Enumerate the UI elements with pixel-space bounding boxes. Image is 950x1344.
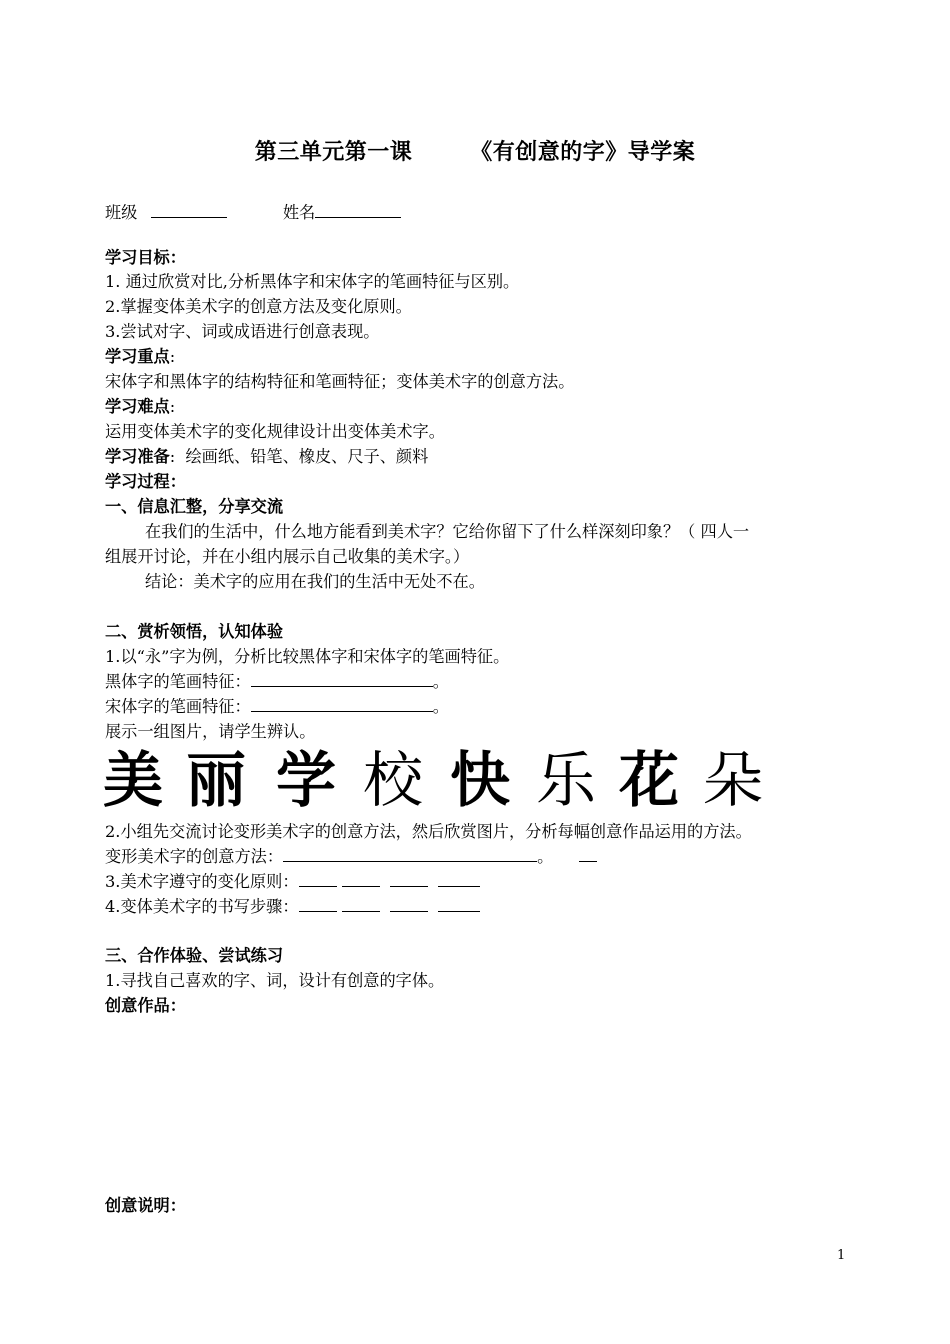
objective-item: 3.尝试对字、词或成语进行创意表现。 [105, 322, 380, 341]
song-feature-blank[interactable] [251, 694, 433, 712]
showcase-char: 花 [619, 746, 679, 816]
showcase-characters [103, 745, 863, 817]
process-heading: 学习过程： [105, 472, 186, 491]
objective-item: 2.掌握变体美术字的创意方法及变化原则。 [105, 297, 412, 316]
steps-label: 4.变体美术字的书写步骤： [105, 897, 299, 916]
student-info-row [105, 200, 401, 225]
method-blank[interactable] [283, 844, 537, 862]
section1-conclusion: 结论：美术字的应用在我们的生活中无处不在。 [145, 572, 485, 591]
key-points-heading-row: 学习重点: [105, 347, 176, 366]
section3-heading: 三、合作体验、尝试练习 [105, 946, 284, 965]
creative-explanation-label: 创意说明： [105, 1196, 186, 1215]
creative-works-label: 创意作品： [105, 996, 186, 1015]
showcase-char: 快 [450, 746, 510, 816]
showcase-char: 乐 [536, 746, 596, 816]
preparation-heading: 学习准备 [105, 447, 170, 466]
steps-blank[interactable] [390, 894, 428, 912]
page-number: 1 [837, 1248, 846, 1263]
steps-blank[interactable] [342, 894, 380, 912]
method-label: 变形美术字的创意方法： [105, 847, 284, 866]
showcase-caption: 展示一组图片，请学生辨认。 [105, 722, 316, 741]
preparation-row: 学习准备: 绘画纸、铅笔、橡皮、尺子、颜料 [105, 447, 429, 466]
steps-row [105, 894, 480, 919]
principles-blank[interactable] [438, 869, 480, 887]
method-extra-blank[interactable] [579, 844, 597, 862]
difficulties-text: 运用变体美术字的变化规律设计出变体美术字。 [105, 422, 445, 441]
section1-paragraph-line2: 组展开讨论，并在小组内展示自己收集的美术字。） [105, 547, 470, 566]
preparation-text: 绘画纸、铅笔、橡皮、尺子、颜料 [185, 447, 429, 466]
principles-blank[interactable] [299, 869, 337, 887]
class-label: 班级 [105, 203, 138, 222]
hei-feature-label: 黑体字的笔画特征： [105, 672, 251, 691]
lesson-name: 《有创意的字》导学案 [470, 140, 696, 165]
section2-heading: 二、赏析领悟，认知体验 [105, 622, 284, 641]
showcase-char: 学 [276, 746, 336, 816]
principles-blank[interactable] [390, 869, 428, 887]
showcase-char: 美 [103, 746, 163, 816]
section2-question1: 1.以“永”字为例，分析比较黑体字和宋体字的笔画特征。 [105, 647, 510, 666]
difficulties-heading: 学习难点 [105, 397, 170, 416]
section3-question1: 1.寻找自己喜欢的字、词，设计有创意的字体。 [105, 971, 445, 990]
hei-feature-row: 黑体字的笔画特征： 。 [105, 669, 449, 694]
song-feature-label: 宋体字的笔画特征： [105, 697, 251, 716]
name-blank[interactable] [315, 200, 401, 218]
lesson-unit: 第三单元第一课 [254, 140, 413, 165]
class-blank[interactable] [151, 200, 227, 218]
objective-item: 1. 通过欣赏对比,分析黑体字和宋体字的笔画特征与区别。 [105, 272, 520, 291]
showcase-char: 校 [363, 746, 423, 816]
principles-row [105, 869, 480, 894]
name-label: 姓名 [282, 203, 316, 222]
key-points-text: 宋体字和黑体字的结构特征和笔画特征；变体美术字的创意方法。 [105, 372, 575, 391]
section2-question2: 2.小组先交流讨论变形美术字的创意方法，然后欣赏图片，分析每幅创意作品运用的方法。 [105, 822, 752, 841]
steps-blank[interactable] [438, 894, 480, 912]
principles-label: 3.美术字遵守的变化原则： [105, 872, 299, 891]
difficulties-heading-row: 学习难点: [105, 397, 176, 416]
objectives-heading: 学习目标： [105, 248, 186, 267]
method-row: 变形美术字的创意方法： 。 [105, 844, 597, 869]
page-title [0, 135, 950, 166]
showcase-char: 丽 [186, 746, 246, 816]
section1-paragraph-line1: 在我们的生活中，什么地方能看到美术字？它给你留下了什么样深刻印象？（ 四人一 [145, 522, 750, 541]
showcase-char: 朵 [703, 746, 763, 816]
key-points-heading: 学习重点 [105, 347, 170, 366]
principles-blank[interactable] [342, 869, 380, 887]
song-feature-row: 宋体字的笔画特征： 。 [105, 694, 449, 719]
steps-blank[interactable] [299, 894, 337, 912]
section1-heading: 一、信息汇整，分享交流 [105, 497, 284, 516]
hei-feature-blank[interactable] [251, 669, 433, 687]
